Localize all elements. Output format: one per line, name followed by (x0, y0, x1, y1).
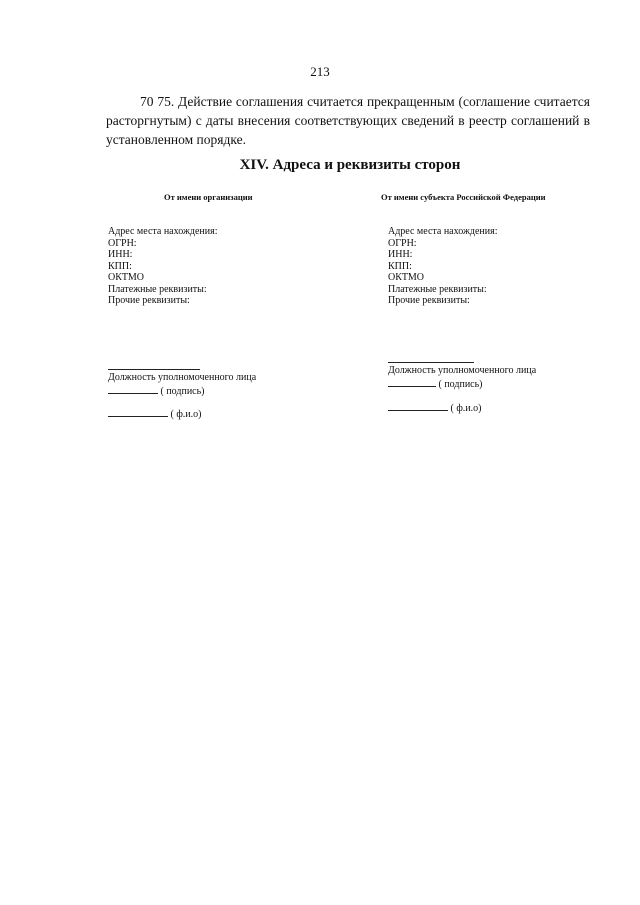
right-party-requisites (388, 226, 498, 307)
right-fio-row (388, 401, 482, 414)
left-kpp-label: КПП: (108, 260, 132, 272)
left-party-heading: От имени организации (164, 192, 253, 202)
page-number: 213 (310, 64, 330, 79)
left-signature-blank (108, 384, 158, 394)
right-oktmo-label: ОКТМО (388, 272, 424, 283)
right-address-label: Адрес места нахождения: (388, 226, 498, 237)
right-kpp-label: КПП: (388, 260, 412, 272)
clause-paragraph: 70 75. Действие соглашения считается прекращенным (соглашение считается расторгнутым) с даты внесения соответствующих сведений в реестр соглашений в установленном порядке. (106, 94, 590, 147)
left-signature-row (108, 384, 205, 397)
right-position-line (388, 362, 474, 363)
left-party-requisites (108, 226, 218, 307)
left-fio-row (108, 407, 202, 420)
left-position-line (108, 369, 200, 370)
left-other-label: Прочие реквизиты: (108, 295, 190, 306)
right-inn-label: ИНН: (388, 249, 413, 260)
right-payment-label: Платежные реквизиты: (388, 283, 487, 295)
left-payment-label: Платежные реквизиты: (108, 283, 207, 295)
left-address-label: Адрес места нахождения: (108, 226, 218, 237)
right-other-label: Прочие реквизиты: (388, 295, 470, 306)
left-fio-label: ( ф.и.о) (170, 409, 202, 420)
left-position-label: Должность уполномоченного лица (108, 372, 257, 383)
left-ogrn-label: ОГРН: (108, 237, 137, 249)
right-party-heading: От имени субъекта Российской Федерации (381, 192, 546, 202)
right-signature-label: ( подпись) (438, 379, 483, 390)
right-signature-blank (388, 377, 436, 387)
right-signature-row (388, 377, 483, 390)
right-ogrn-label: ОГРН: (388, 237, 417, 249)
left-inn-label: ИНН: (108, 249, 133, 260)
right-fio-blank (388, 401, 448, 411)
left-oktmo-label: ОКТМО (108, 272, 144, 283)
right-position-label: Должность уполномоченного лица (388, 365, 537, 376)
left-signature-label: ( подпись) (160, 386, 205, 397)
section-title: XIV. Адреса и реквизиты сторон (239, 157, 461, 173)
right-fio-label: ( ф.и.о) (450, 403, 482, 414)
left-fio-blank (108, 407, 168, 417)
